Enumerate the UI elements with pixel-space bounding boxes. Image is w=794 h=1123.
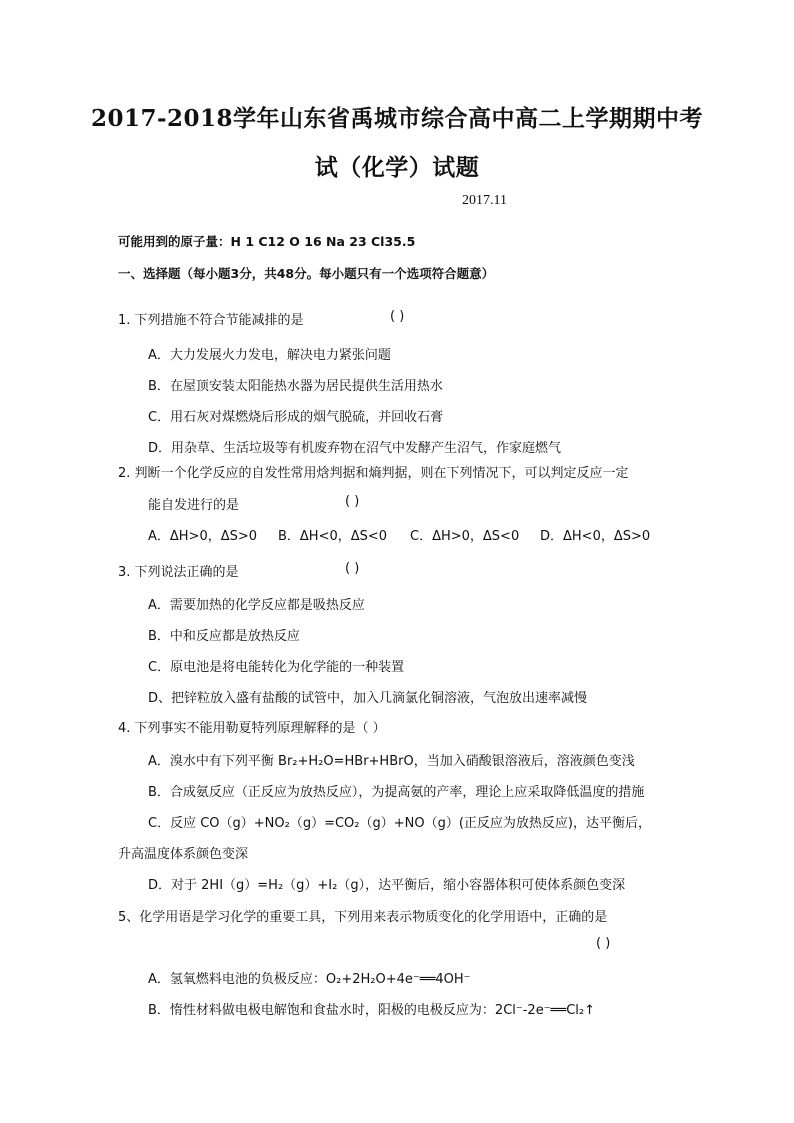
q1-option-c: C．用石灰对煤燃烧后形成的烟气脱硫，并回收石膏 bbox=[148, 410, 444, 425]
q2-option-d: D．ΔH<0，ΔS>0 bbox=[540, 529, 651, 544]
q3-option-a: A．需要加热的化学反应都是吸热反应 bbox=[148, 598, 365, 613]
q2-stem: 2. 判断一个化学反应的自发性常用焓判据和熵判据，则在下列情况下，可以判定反应一定 bbox=[118, 466, 629, 481]
section-heading: 一、选择题（每小题3分，共48分。每小题只有一个选项符合题意） bbox=[118, 266, 495, 281]
q1-answer-paren: ( ) bbox=[390, 309, 405, 324]
q2-option-c: C．ΔH>0，ΔS<0 bbox=[410, 529, 520, 544]
q3-stem: 3. 下列说法正确的是 bbox=[118, 565, 239, 580]
q1-option-a: A．大力发展火力发电，解决电力紧张问题 bbox=[148, 348, 391, 363]
q1-option-b: B．在屋顶安装太阳能热水器为居民提供生活用热水 bbox=[148, 379, 443, 394]
q1-stem: 1. 下列措施不符合节能减排的是 bbox=[118, 313, 304, 328]
q4-option-b: B．合成氨反应（正反应为放热反应），为提高氨的产率，理论上应采取降低温度的措施 bbox=[148, 785, 645, 800]
q3-option-d: D、把锌粒放入盛有盐酸的试管中，加入几滴氯化铜溶液，气泡放出速率减慢 bbox=[148, 691, 588, 706]
q4-option-c-continued: 升高温度体系颜色变深 bbox=[118, 847, 249, 862]
q2-stem-continued: 能自发进行的是 bbox=[148, 498, 240, 513]
q4-option-d: D．对于 2HI（g）=H₂（g）+I₂（g），达平衡后，缩小容器体积可使体系颜色变深 bbox=[148, 878, 626, 893]
exam-title-line1: 2017-2018学年山东省禹城市综合高中高二上学期期中考 bbox=[90, 105, 704, 132]
q3-option-c: C．原电池是将电能转化为化学能的一种装置 bbox=[148, 660, 405, 675]
q4-stem: 4. 下列事实不能用勒夏特列原理解释的是（ ） bbox=[118, 721, 386, 736]
q4-option-c: C．反应 CO（g）+NO₂（g）=CO₂（g）+NO（g）(正反应为放热反应)，达平衡后， bbox=[148, 816, 651, 831]
q3-answer-paren: ( ) bbox=[345, 561, 360, 576]
q2-option-b: B．ΔH<0，ΔS<0 bbox=[278, 529, 388, 544]
q4-option-a: A．溴水中有下列平衡 Br₂+H₂O=HBr+HBrO，当加入硝酸银溶液后，溶液颜色变浅 bbox=[148, 754, 635, 769]
exam-date: 2017.11 bbox=[462, 193, 507, 208]
q5-answer-paren: ( ) bbox=[596, 936, 611, 951]
q2-answer-paren: ( ) bbox=[345, 494, 360, 509]
q2-option-a: A．ΔH>0，ΔS>0 bbox=[148, 529, 258, 544]
q5-option-b: B．惰性材料做电极电解饱和食盐水时，阳极的电极反应为：2Cl⁻-2e⁻══Cl₂↑ bbox=[148, 1003, 596, 1018]
q5-stem: 5、化学用语是学习化学的重要工具，下列用来表示物质变化的化学用语中，正确的是 bbox=[118, 910, 608, 925]
exam-title-line2: 试（化学）试题 bbox=[314, 154, 480, 181]
atomic-masses: 可能用到的原子量：H 1 C12 O 16 Na 23 Cl35.5 bbox=[118, 234, 416, 249]
q5-option-a: A．氢氧燃料电池的负极反应：O₂+2H₂O+4e⁻══4OH⁻ bbox=[148, 972, 471, 987]
q1-option-d: D．用杂草、生活垃圾等有机废弃物在沼气中发酵产生沼气，作家庭燃气 bbox=[148, 441, 562, 456]
q3-option-b: B．中和反应都是放热反应 bbox=[148, 629, 300, 644]
